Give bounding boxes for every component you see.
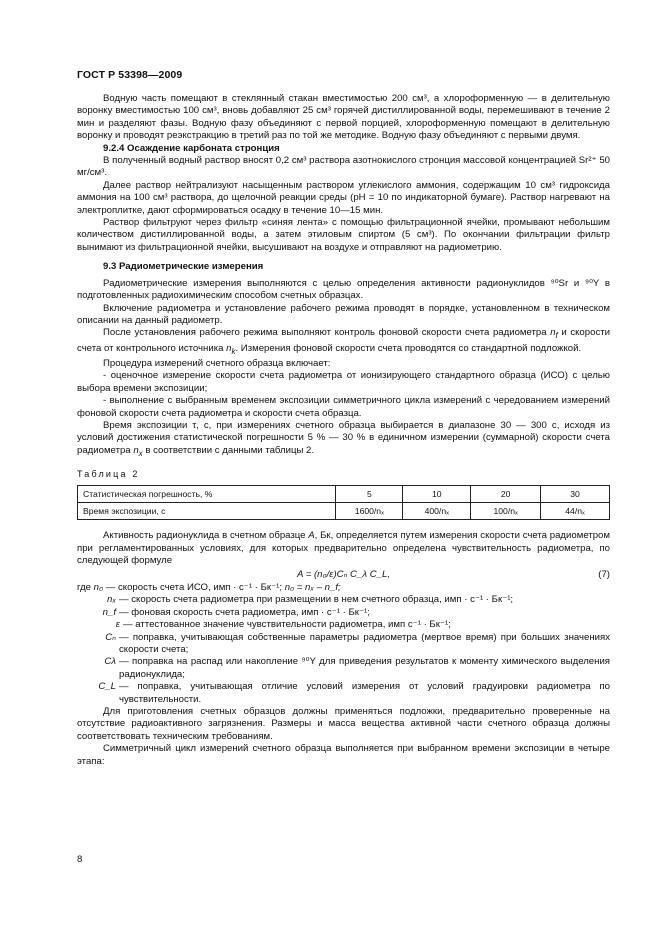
table-row: [78, 485, 610, 502]
list-item-symmetric-cycle: - выполнение с выбранным временем экспозиции симметричного цикла измерений с чередованием измерений фоновой скорости счета радиометра и скорости счета образца.: [77, 395, 610, 419]
definition-item: [98, 619, 610, 631]
definition-item: [77, 681, 610, 706]
paragraph-procedure-intro: Процедура измерений счетного образца включает:: [103, 357, 331, 369]
definition-term: C_L: [98, 681, 116, 693]
paragraph-radiometric-purpose: Радиометрические измерения выполняются с целью определения активности радионуклидов ⁹⁰Sr и ⁹⁰Y в подготовленных радиохимическим способом счетных образцах.: [77, 277, 610, 302]
symbol-n: n: [133, 444, 139, 456]
page-number: 8: [77, 854, 83, 865]
paragraph-exposure-time: [77, 420, 610, 460]
text-segment: в соответствии с данными таблицы 2.: [142, 444, 315, 456]
definition-term: n_f: [102, 606, 116, 618]
definition-term: Cₙ: [105, 631, 116, 643]
paragraph-activity-definition: [77, 530, 610, 567]
symbol-subscript-x: x: [138, 448, 143, 458]
paragraph-strontium-nitrate: В полученный водный раствор вносят 0,2 см³ раствора азотнокислого стронция массовой концентрацией Sr²⁺ 50 мг/см³.: [77, 155, 610, 179]
definition-text: — поправка, учитывающая отличие условий измерения от условий градуировки радиометра по чувствительности.: [119, 681, 610, 705]
subsection-heading-9-2-4: 9.2.4 Осаждение карбоната стронция: [103, 142, 280, 154]
paragraph-substrates: Для приготовления счетных образцов должны применяться подложки, предварительно проверенные на отсутствие радиоактивного загрязнения. Размеры и масса вещества активной части счетного образца должны соответствовать техническим требованиям.: [77, 706, 610, 742]
formula-expression: A = (n₀/ε)Cₙ C_λ C_L,: [297, 568, 390, 580]
document-header: ГОСТ Р 53398—2009: [77, 69, 183, 81]
definition-text: — скорость счета радиометра при размещении в нем счетного образца, имп · с⁻¹ · Бк⁻¹;: [119, 594, 514, 606]
paragraph-radiometer-setup: Включение радиометра и установление рабочего режима проводят в порядке, установленном в техническом описании на данный радиометр.: [77, 302, 610, 326]
text-segment: Время экспозиции τ, с, при измерениях счетного образца выбирается в диапазоне 30 — 300 с, исходя из условий достижения статистической погрешности 5 % — 30 % в единичном измерении (суммарной) скорости счета радиометра: [77, 419, 610, 456]
definition-item: [98, 607, 610, 619]
paragraph-filtration: Раствор фильтруют через фильтр «синяя лента» с помощью фильтрационной ячейки, промывают небольшим количеством дистиллированной воды, а затем этиловым спиртом (5 см³). По окончании фильтрации фильтр вынимают из фильтрационной ячейки, высушивают на воздухе и отправляют на радиометрию.: [77, 217, 610, 253]
text-segment: После установления рабочего режима выполняют контроль фоновой скорости счета радиометра: [103, 327, 551, 339]
where-line: [77, 582, 610, 594]
definition-text: — поправка на распад или накопление ⁹⁰Y для приведения результатов к моменту химического выделения радионуклида;: [119, 656, 610, 680]
paragraph-neutralization: Далее раствор нейтрализуют насыщенным раствором углекислого аммония, содержащим 10 см³ гидроксида аммония на 100 см³ раствора, до щелочной реакции среды (рН = 10 по индикаторной бумаге). Раствор нагревают на электроплитке, дают сформироваться осадку в течение 10—15 мин.: [77, 179, 610, 216]
symbol-subscript-k: k: [231, 346, 236, 356]
text-segment: . Измерения фоновой скорости счета проводятся со стандартной подложкой.: [235, 342, 582, 354]
paragraph-background-control: [77, 327, 610, 358]
text-segment: — скорость счета ИСО, имп · с⁻¹ · Бк⁻¹;: [103, 581, 285, 593]
intro-paragraph: Водную часть помещают в стеклянный стакан вместимостью 200 см³, а хлороформенную — в делительную воронку вместимостью 100 см³, вновь добавляют 25 см³ горячей дистиллированной воды, перемешивают в течение 2 мин и разделяют фазы. Водную фазу объединяют с первой порцией, хлороформенную помещают в делительную воронку и проводят реэкстракцию в третий раз по той же методике. Водную фазу объединяют с первыми двумя.: [77, 93, 610, 142]
definition-text: — фоновая скорость счета радиометра, имп · с⁻¹ · Бк⁻¹;: [119, 606, 370, 618]
symbol-n: n: [226, 342, 232, 354]
definition-item: [98, 594, 610, 606]
definition-text: — поправка, учитывающая собственные параметры радиометра (мертвое время) при больших значениях скорости счета;: [119, 631, 610, 655]
definition-term: Cλ: [104, 656, 116, 668]
symbol-n0: n₀: [93, 581, 104, 593]
text-segment: и скорости счета от контрольного источника: [77, 327, 610, 354]
table-cell-label: Время экспозиции, с: [78, 502, 336, 519]
table-cell: 20: [471, 485, 541, 502]
definition-item: [77, 656, 610, 681]
table-cell-label: Статистическая погрешность, %: [78, 485, 336, 502]
formula-line: [77, 569, 610, 581]
definition-text: — аттестованное значение чувствительности радиометра, имп с⁻¹ · Бк⁻¹;: [123, 619, 451, 631]
section-heading-9-3: 9.3 Радиометрические измерения: [103, 261, 264, 273]
symbol-A: А: [308, 530, 315, 542]
formula-number: (7): [598, 568, 610, 580]
table-2: [77, 485, 610, 521]
document-body: [77, 93, 610, 768]
text-segment: где: [77, 581, 94, 593]
table-cell: 10: [403, 485, 471, 502]
paragraph-symmetric-cycle: Симметричный цикл измерений счетного образца выполняется при выбранном времени экспозиции в четыре этапа:: [77, 743, 610, 767]
table-cell: 100/nₓ: [471, 502, 541, 519]
formula: [77, 569, 610, 581]
equation-n0: n₀ = nₓ – n_f;: [284, 581, 341, 593]
table-row: [78, 502, 610, 519]
definition-term: nₓ: [107, 594, 116, 606]
table-cell: 44/nₓ: [541, 502, 610, 519]
table-cell: 400/nₓ: [403, 502, 471, 519]
text-segment: Активность радионуклида в счетном образце: [103, 530, 309, 542]
table-cell: 1600/nₓ: [336, 502, 403, 519]
table-caption: Таблица 2: [77, 469, 140, 480]
table-cell: 5: [336, 485, 403, 502]
text-segment: , Бк, определяется путем измерения скорости счета радиометром при регламентированных условиях, для которых предварительно определена чувствительность радиометра, по следующей формуле: [77, 530, 610, 567]
list-item-estimate: - оценочное измерение скорости счета радиометра от ионизирующего стандартного образца (ИСО) с целью выбора времени экспозиции;: [77, 370, 610, 394]
symbol-subscript-f: f: [555, 331, 558, 341]
definition-item: [77, 632, 610, 657]
table-cell: 30: [541, 485, 610, 502]
definition-term: ε: [115, 619, 120, 631]
symbol-n: n: [550, 327, 556, 339]
